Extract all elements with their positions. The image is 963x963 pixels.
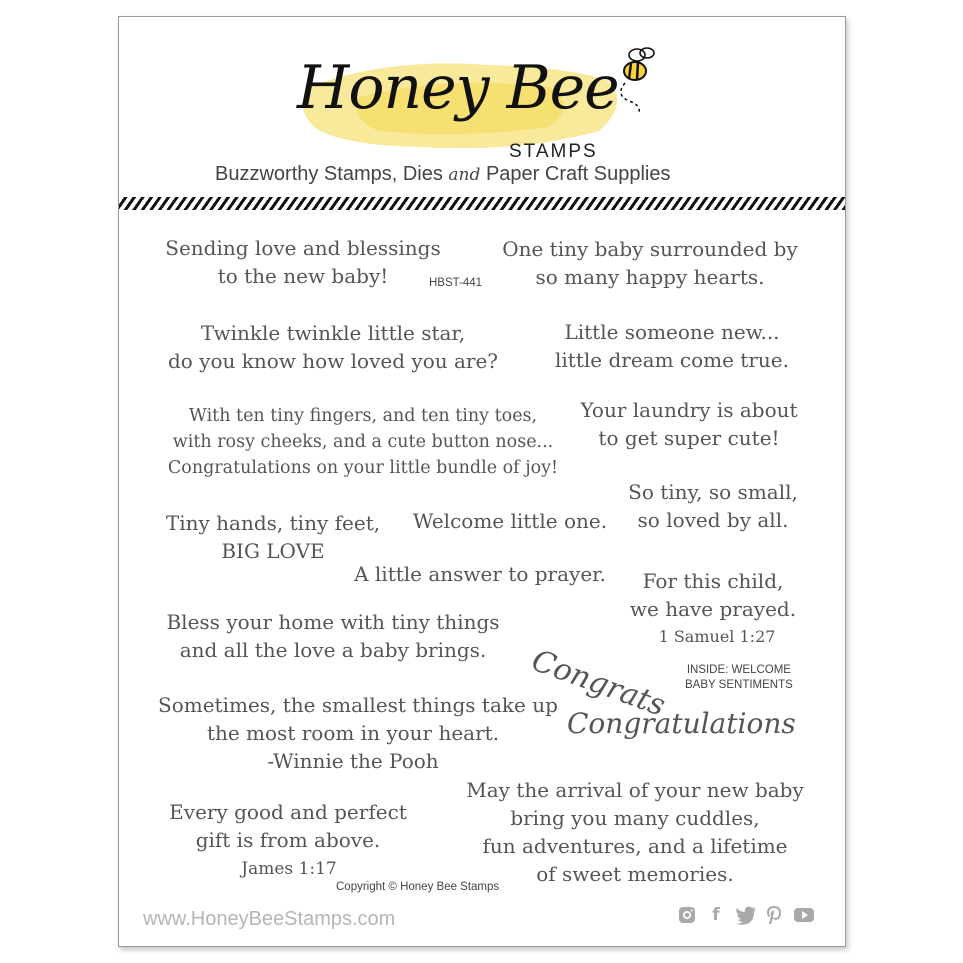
sentiment-every-good: Every good and perfect gift is from above. — [169, 800, 407, 852]
inside-label-line-2: BABY SENTIMENTS — [685, 679, 793, 691]
instagram-icon[interactable] — [677, 905, 697, 925]
sentiment-sending-love: Sending love and blessings to the new baby! — [165, 236, 441, 288]
logo-stamps-label: STAMPS — [509, 141, 598, 162]
sentiment-little-someone-new: Little someone new... little dream come true. — [555, 320, 789, 372]
tagline — [215, 163, 671, 186]
sentiment-one-tiny-baby: One tiny baby surrounded by so many happy hearts. — [502, 237, 798, 289]
script-congrats: Congrats — [527, 643, 670, 724]
tagline-part-1: Buzzworthy Stamps, Dies — [215, 163, 449, 185]
sentiment-tiny-hands: Tiny hands, tiny feet, BIG LOVE — [165, 511, 381, 563]
sentiment-so-tiny: So tiny, so small, so loved by all. — [628, 480, 798, 532]
copyright: Copyright © Honey Bee Stamps — [336, 881, 500, 893]
pinterest-icon[interactable] — [764, 905, 784, 925]
logo-wordmark: Honey Bee — [297, 53, 619, 123]
sentiment-answer-to-prayer: A little answer to prayer. — [354, 562, 606, 586]
striped-divider — [119, 197, 845, 210]
sentiment-every-good-ref: James 1:17 — [241, 859, 337, 879]
social-icons — [677, 905, 813, 925]
sentiment-smallest-things: Sometimes, the smallest things take up the most room in your heart. -Winnie the Pooh — [158, 693, 558, 773]
stamp-card — [118, 16, 846, 947]
sentiment-arrival-new-baby: May the arrival of your new baby bring you many cuddles, fun adventures, and a lifetime of sweet memories. — [466, 778, 804, 886]
script-congratulations: Congratulations — [567, 707, 796, 740]
product-code: HBST-441 — [429, 277, 483, 289]
sentiment-for-this-child: For this child, we have prayed. — [629, 569, 797, 621]
tagline-and: and — [448, 165, 481, 185]
inside-label — [685, 663, 793, 693]
sentiment-ten-tiny-fingers: With ten tiny fingers, and ten tiny toes, with rosy cheeks, and a cute button nose... Congratulations on your little bundle of joy! — [167, 406, 559, 478]
website-url[interactable]: www.HoneyBeeStamps.com — [143, 908, 396, 930]
sentiment-laundry: Your laundry is about to get super cute! — [580, 398, 798, 450]
inside-label-line-1: INSIDE: WELCOME — [686, 664, 791, 676]
facebook-icon[interactable]: f — [712, 905, 720, 925]
sentiment-welcome-little-one: Welcome little one. — [412, 509, 608, 533]
twitter-icon[interactable] — [735, 905, 755, 925]
bee-icon — [615, 43, 675, 113]
youtube-icon[interactable] — [793, 905, 813, 925]
sentiment-bless-your-home: Bless your home with tiny things and all the love a baby brings. — [166, 610, 500, 662]
tagline-part-2: Paper Craft Supplies — [480, 163, 671, 185]
sentiment-twinkle: Twinkle twinkle little star, do you know how loved you are? — [167, 321, 499, 373]
sentiment-for-this-child-ref: 1 Samuel 1:27 — [658, 627, 776, 646]
logo — [269, 35, 689, 165]
